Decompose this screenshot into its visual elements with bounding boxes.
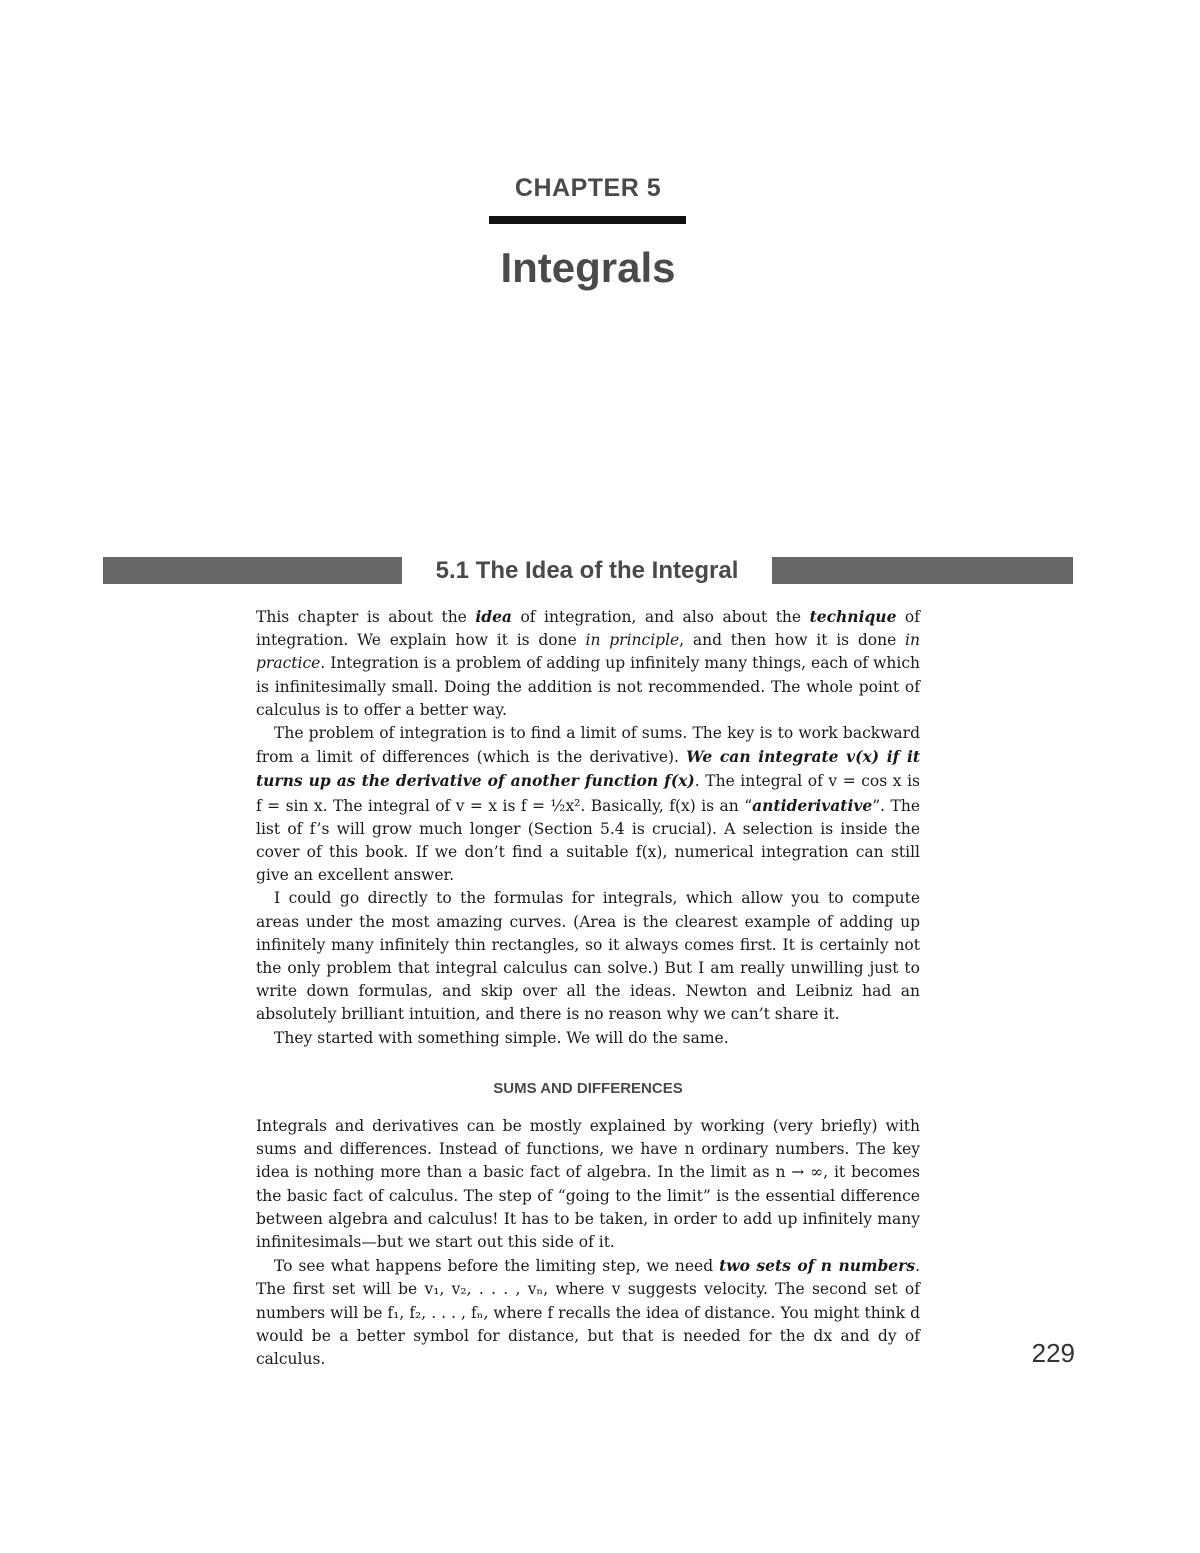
section-title: 5.1 The Idea of the Integral [435,557,739,584]
paragraph: The problem of integration is to find a limit of sums. The key is to work backward from a limit of differences (which is the derivative). We can integrate v(x) if it turns up as the derivative of another function f(x). The integral of v = cos x is f = sin x. The integral of v = x is f = ½x². Basically, f(x) is an “antiderivative”. The list of f’s will grow much longer (Section 5.4 is crucial). A selection is inside the cover of this book. If we don’t find a suitable f(x), numerical integration can still give an excellent answer. [256,724,920,885]
paragraph: This chapter is about the idea of integration, and also about the technique of integration. We explain how it is done in principle, and then how it is done in practice. Integration is a problem of adding up infinitely many things, each of which is infinitesimally small. Doing the addition is not recommended. The whole point of calculus is to offer a better way. [256,607,920,719]
chapter-label: CHAPTER 5 [514,174,662,202]
chapter-rule [489,216,686,224]
section-bar-left [103,557,402,584]
chapter-title: Integrals [500,244,676,291]
subsection-body [256,1115,920,1371]
paragraph: They started with something simple. We will do the same. [274,1028,729,1047]
section-bar-right [772,557,1073,584]
paragraph: I could go directly to the formulas for integrals, which allow you to compute areas under the most amazing curves. (Area is the clearest example of adding up infinitely many infinitely thin rectangles, so it always comes first. It is certainly not the only problem that integral calculus can solve.) But I am really unwilling just to write down formulas, and skip over all the ideas. Newton and Leibniz had an absolutely brilliant intuition, and there is no reason why we can’t share it. [256,889,920,1024]
page-number: 229 [1031,1338,1075,1368]
section-body [256,605,920,1050]
subsection-heading: SUMS AND DIFFERENCES [493,1080,683,1097]
paragraph: Integrals and derivatives can be mostly explained by working (very briefly) with sums and differences. Instead of functions, we have n ordinary numbers. The key idea is nothing more than a basic fact of algebra. In the limit as n → ∞, it becomes the basic fact of calculus. The step of “going to the limit” is the essential difference between algebra and calculus! It has to be taken, in order to add up infinitely many infinitesimals—but we start out this side of it. [256,1117,920,1252]
paragraph: To see what happens before the limiting step, we need two sets of n numbers. The first set will be v₁, v₂, . . . , vₙ, where v suggests velocity. The second set of numbers will be f₁, f₂, . . . , fₙ, where f recalls the idea of distance. You might think d would be a better symbol for distance, but that is needed for the dx and dy of calculus. [256,1256,920,1369]
